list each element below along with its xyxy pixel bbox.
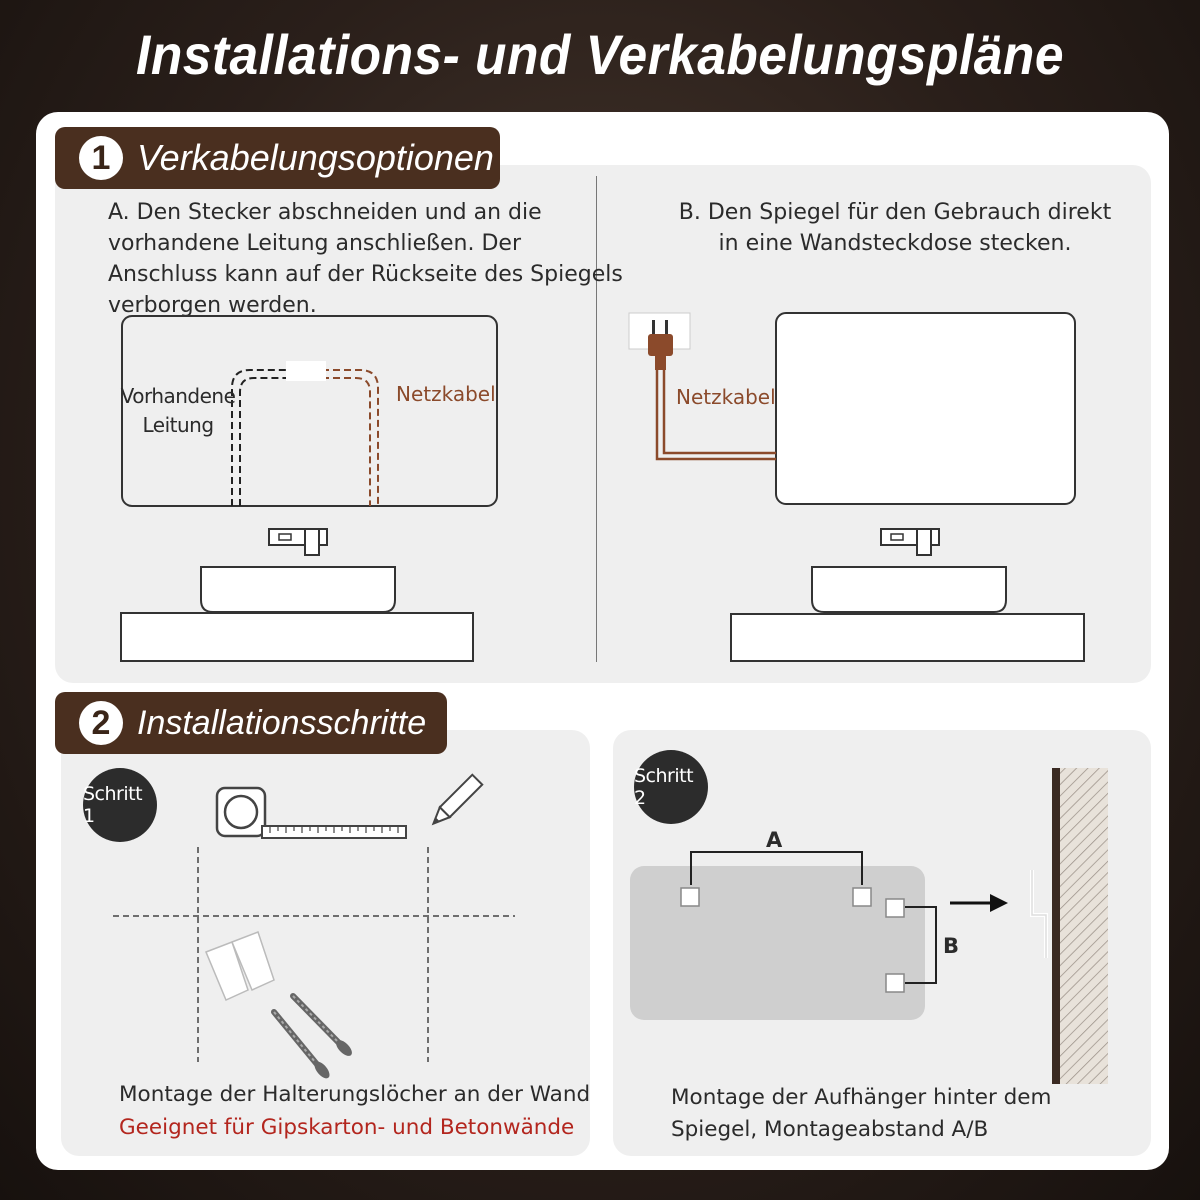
step2-caption-line2: Spiegel, Montageabstand A/B <box>671 1117 989 1142</box>
dimension-b-label: B <box>943 934 960 958</box>
step1-note: Geeignet für Gipskarton- und Betonwände <box>119 1115 575 1140</box>
plug-icon <box>648 334 673 356</box>
option-a-line: vorhandene Leitung anschließen. Der <box>108 231 521 256</box>
plug-pin <box>652 320 655 336</box>
switch-toggle <box>917 529 931 555</box>
label-existing-line <box>118 382 238 440</box>
connector-block <box>286 361 326 381</box>
counter-icon <box>731 614 1084 661</box>
page-title: Installations- und Verkabelungspläne <box>136 23 1064 86</box>
section-heading: Installationsschritte <box>137 703 427 742</box>
power-cable-wire <box>322 378 370 506</box>
option-a-line: Anschluss kann auf der Rückseite des Spiegels <box>108 262 623 287</box>
option-a-line: verborgen werden. <box>108 293 317 318</box>
step2-badge: Schritt 2 <box>634 750 708 824</box>
option-b-line: in eine Wandsteckdose stecken. <box>718 231 1072 256</box>
step2-caption-line1: Montage der Aufhänger hinter dem <box>671 1085 1052 1110</box>
label-power-cable-a: Netzkabel <box>396 382 496 406</box>
section-tag-installation <box>55 692 447 754</box>
step1-badge: Schritt 1 <box>83 768 157 842</box>
section-heading: Verkabelungsoptionen <box>137 137 494 178</box>
section-number-badge: 1 <box>79 136 123 180</box>
option-b-line: B. Den Spiegel für den Gebrauch direkt <box>678 200 1112 225</box>
step1-caption: Montage der Halterungslöcher an der Wand <box>119 1082 591 1107</box>
power-cable-b <box>664 370 776 453</box>
option-a-line: A. Den Stecker abschneiden und an die <box>108 200 542 225</box>
counter-icon <box>121 613 473 661</box>
dimension-a-label: A <box>766 828 783 852</box>
existing-wire <box>240 378 290 506</box>
switch-toggle <box>305 529 319 555</box>
mirror-outline-b <box>776 313 1075 504</box>
plug-neck <box>655 356 666 370</box>
label-existing-line2: Leitung <box>142 413 214 437</box>
step2-caption <box>671 1082 1051 1146</box>
power-cable-b <box>657 370 776 459</box>
label-existing-line1: Vorhandene <box>120 384 236 408</box>
label-power-cable-b: Netzkabel <box>676 385 776 409</box>
basin-icon <box>201 567 395 612</box>
plug-pin <box>665 320 668 336</box>
basin-icon <box>812 567 1006 612</box>
section-number-badge: 2 <box>79 701 123 745</box>
